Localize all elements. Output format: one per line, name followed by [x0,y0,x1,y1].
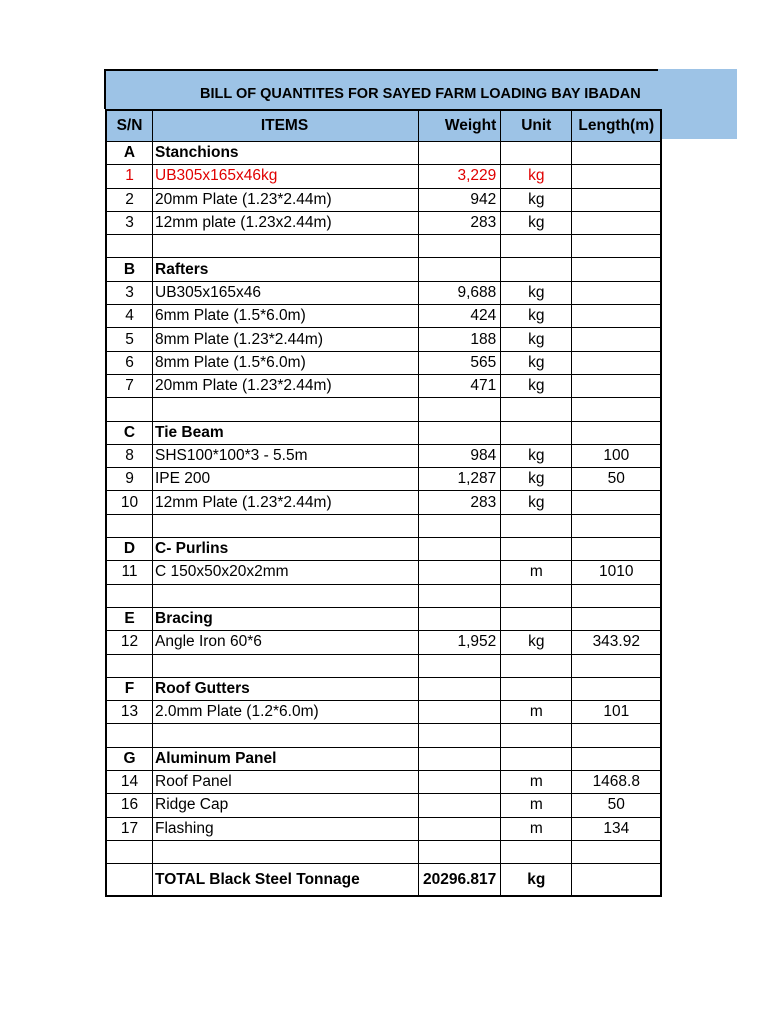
cell-sn[interactable]: 9 [106,468,153,491]
cell-weight[interactable]: 424 [419,305,501,328]
cell-unit[interactable] [501,258,572,281]
cell-length[interactable] [572,258,662,281]
cell-item[interactable]: Tie Beam [153,421,419,444]
cell-sn[interactable]: 3 [106,211,153,234]
header-unit[interactable]: Unit [501,110,572,142]
cell-unit[interactable] [501,724,572,747]
cell-sn[interactable]: 10 [106,491,153,514]
cell-unit[interactable] [501,398,572,421]
cell-item[interactable]: 8mm Plate (1.5*6.0m) [153,351,419,374]
cell-length[interactable] [572,281,662,304]
cell-unit[interactable] [501,538,572,561]
cell-sn[interactable]: F [106,677,153,700]
cell-item[interactable] [153,398,419,421]
cell-sn[interactable] [106,235,153,258]
cell-unit[interactable]: kg [501,305,572,328]
cell-weight[interactable] [419,677,501,700]
table-row [106,374,661,397]
cell-weight[interactable] [419,701,501,724]
table-row [106,142,661,165]
table-row [106,840,661,863]
cell-weight[interactable] [419,258,501,281]
cell-length[interactable] [572,398,662,421]
cell-length[interactable] [572,538,662,561]
cell-unit[interactable] [501,677,572,700]
cell-sn[interactable]: 8 [106,444,153,467]
cell-weight[interactable] [419,747,501,770]
table-row [106,468,661,491]
cell-item[interactable]: Roof Gutters [153,677,419,700]
cell-sn[interactable]: A [106,142,153,165]
cell-length[interactable] [572,421,662,444]
top-border [104,69,658,71]
cell-sn[interactable]: 14 [106,771,153,794]
cell-item[interactable] [153,654,419,677]
cell-unit[interactable]: kg [501,211,572,234]
table-row [106,817,661,840]
table-row [106,281,661,304]
cell-unit[interactable]: m [501,794,572,817]
cell-sn[interactable] [106,398,153,421]
cell-weight[interactable]: 471 [419,374,501,397]
header-sn[interactable]: S/N [106,110,153,142]
cell-sn[interactable]: 3 [106,281,153,304]
cell-item[interactable]: Bracing [153,607,419,630]
cell-length[interactable] [572,328,662,351]
table-row [106,165,661,188]
table-row [106,211,661,234]
cell-item[interactable] [153,514,419,537]
cell-item[interactable]: UB305x165x46 [153,281,419,304]
cell-sn[interactable] [106,840,153,863]
cell-unit[interactable]: kg [501,188,572,211]
table-row [106,398,661,421]
sheet-title: BILL OF QUANTITES FOR SAYED FARM LOADING BAY IBADAN [200,86,641,102]
table-row [106,771,661,794]
table-row [106,654,661,677]
table-row [106,491,661,514]
cell-weight[interactable] [419,514,501,537]
cell-item[interactable]: Roof Panel [153,771,419,794]
cell-unit[interactable]: m [501,561,572,584]
cell-sn[interactable]: 6 [106,351,153,374]
cell-item[interactable]: 20mm Plate (1.23*2.44m) [153,374,419,397]
cell-weight[interactable]: 9,688 [419,281,501,304]
cell-length[interactable] [572,165,662,188]
cell-unit[interactable] [501,142,572,165]
cell-item[interactable]: TOTAL Black Steel Tonnage [153,864,419,897]
cell-item[interactable]: 12mm Plate (1.23*2.44m) [153,491,419,514]
cell-item[interactable]: 8mm Plate (1.23*2.44m) [153,328,419,351]
table-row [106,514,661,537]
cell-length[interactable] [572,724,662,747]
cell-unit[interactable] [501,421,572,444]
cell-unit[interactable]: kg [501,351,572,374]
cell-sn[interactable]: 17 [106,817,153,840]
table-row [106,677,661,700]
cell-sn[interactable]: E [106,607,153,630]
left-border [104,69,106,109]
cell-unit[interactable]: kg [501,491,572,514]
cell-length[interactable]: 50 [572,794,662,817]
cell-item[interactable] [153,584,419,607]
table-row [106,584,661,607]
total-row [106,864,661,897]
cell-weight[interactable]: 283 [419,491,501,514]
cell-sn[interactable]: 12 [106,631,153,654]
cell-unit[interactable]: kg [501,468,572,491]
cell-item[interactable]: Stanchions [153,142,419,165]
cell-weight[interactable] [419,771,501,794]
cell-weight[interactable] [419,584,501,607]
cell-item[interactable]: C 150x50x20x2mm [153,561,419,584]
cell-length[interactable]: 101 [572,701,662,724]
cell-sn[interactable]: 4 [106,305,153,328]
cell-weight[interactable] [419,794,501,817]
cell-unit[interactable]: kg [501,864,572,897]
cell-weight[interactable]: 3,229 [419,165,501,188]
cell-length[interactable] [572,305,662,328]
table-row [106,235,661,258]
cell-weight[interactable] [419,654,501,677]
cell-sn[interactable] [106,514,153,537]
cell-item[interactable] [153,724,419,747]
cell-length[interactable] [572,491,662,514]
cell-sn[interactable]: C [106,421,153,444]
cell-weight[interactable] [419,561,501,584]
cell-sn[interactable] [106,584,153,607]
table-row [106,351,661,374]
cell-length[interactable] [572,235,662,258]
cell-unit[interactable]: kg [501,165,572,188]
table-row [106,607,661,630]
cell-item[interactable]: 2.0mm Plate (1.2*6.0m) [153,701,419,724]
cell-unit[interactable] [501,654,572,677]
cell-sn[interactable]: 11 [106,561,153,584]
cell-length[interactable] [572,142,662,165]
cell-item[interactable]: UB305x165x46kg [153,165,419,188]
cell-item[interactable] [153,840,419,863]
table-row [106,631,661,654]
cell-sn[interactable] [106,864,153,897]
table-row [106,701,661,724]
cell-length[interactable]: 134 [572,817,662,840]
table-row [106,538,661,561]
table-row [106,305,661,328]
header-row [106,110,661,142]
cell-length[interactable] [572,677,662,700]
cell-length[interactable] [572,654,662,677]
table-row [106,444,661,467]
table-row [106,258,661,281]
cell-length[interactable] [572,188,662,211]
table-row [106,561,661,584]
bill-of-quantities-table [105,109,662,897]
cell-length[interactable] [572,607,662,630]
cell-unit[interactable]: kg [501,328,572,351]
cell-item[interactable]: Flashing [153,817,419,840]
cell-length[interactable]: 1468.8 [572,771,662,794]
cell-weight[interactable] [419,840,501,863]
table-row [106,747,661,770]
cell-weight[interactable]: 283 [419,211,501,234]
cell-weight[interactable] [419,538,501,561]
cell-sn[interactable]: D [106,538,153,561]
cell-unit[interactable] [501,235,572,258]
cell-sn[interactable] [106,724,153,747]
cell-item[interactable]: Ridge Cap [153,794,419,817]
cell-item[interactable]: 6mm Plate (1.5*6.0m) [153,305,419,328]
cell-unit[interactable] [501,584,572,607]
cell-weight[interactable]: 565 [419,351,501,374]
cell-weight[interactable] [419,142,501,165]
cell-sn[interactable]: 5 [106,328,153,351]
cell-length[interactable]: 1010 [572,561,662,584]
cell-unit[interactable]: kg [501,281,572,304]
cell-unit[interactable]: kg [501,631,572,654]
cell-sn[interactable]: 13 [106,701,153,724]
cell-unit[interactable]: kg [501,374,572,397]
cell-length[interactable] [572,747,662,770]
cell-sn[interactable]: 7 [106,374,153,397]
cell-item[interactable]: 20mm Plate (1.23*2.44m) [153,188,419,211]
cell-weight[interactable] [419,235,501,258]
header-weight[interactable]: Weight [419,110,501,142]
cell-unit[interactable]: m [501,817,572,840]
cell-unit[interactable] [501,840,572,863]
cell-weight[interactable]: 188 [419,328,501,351]
header-items[interactable]: ITEMS [153,110,419,142]
cell-length[interactable] [572,514,662,537]
cell-unit[interactable] [501,747,572,770]
cell-sn[interactable]: 1 [106,165,153,188]
cell-length[interactable] [572,840,662,863]
cell-sn[interactable] [106,654,153,677]
cell-weight[interactable] [419,398,501,421]
cell-weight[interactable] [419,607,501,630]
table-row [106,421,661,444]
cell-item[interactable]: 12mm plate (1.23x2.44m) [153,211,419,234]
table-row [106,794,661,817]
cell-item[interactable]: C- Purlins [153,538,419,561]
cell-length[interactable]: 343.92 [572,631,662,654]
cell-item[interactable]: IPE 200 [153,468,419,491]
cell-unit[interactable]: m [501,701,572,724]
cell-sn[interactable]: 16 [106,794,153,817]
cell-sn[interactable]: 2 [106,188,153,211]
cell-unit[interactable] [501,514,572,537]
cell-length[interactable] [572,351,662,374]
cell-weight[interactable]: 20296.817 [419,864,501,897]
cell-length[interactable] [572,584,662,607]
cell-weight[interactable]: 942 [419,188,501,211]
cell-unit[interactable]: kg [501,444,572,467]
cell-item[interactable]: Angle Iron 60*6 [153,631,419,654]
table-row [106,188,661,211]
cell-unit[interactable] [501,607,572,630]
cell-weight[interactable]: 984 [419,444,501,467]
header-length[interactable]: Length(m) [572,110,662,142]
cell-weight[interactable] [419,817,501,840]
cell-length[interactable] [572,864,662,897]
cell-weight[interactable] [419,421,501,444]
cell-weight[interactable]: 1,952 [419,631,501,654]
table-row [106,328,661,351]
cell-unit[interactable]: m [501,771,572,794]
cell-length[interactable]: 50 [572,468,662,491]
cell-sn[interactable]: B [106,258,153,281]
cell-length[interactable] [572,211,662,234]
cell-item[interactable]: Aluminum Panel [153,747,419,770]
cell-item[interactable] [153,235,419,258]
table-row [106,724,661,747]
cell-length[interactable]: 100 [572,444,662,467]
cell-weight[interactable] [419,724,501,747]
cell-item[interactable]: Rafters [153,258,419,281]
cell-length[interactable] [572,374,662,397]
cell-sn[interactable]: G [106,747,153,770]
cell-item[interactable]: SHS100*100*3 - 5.5m [153,444,419,467]
cell-weight[interactable]: 1,287 [419,468,501,491]
